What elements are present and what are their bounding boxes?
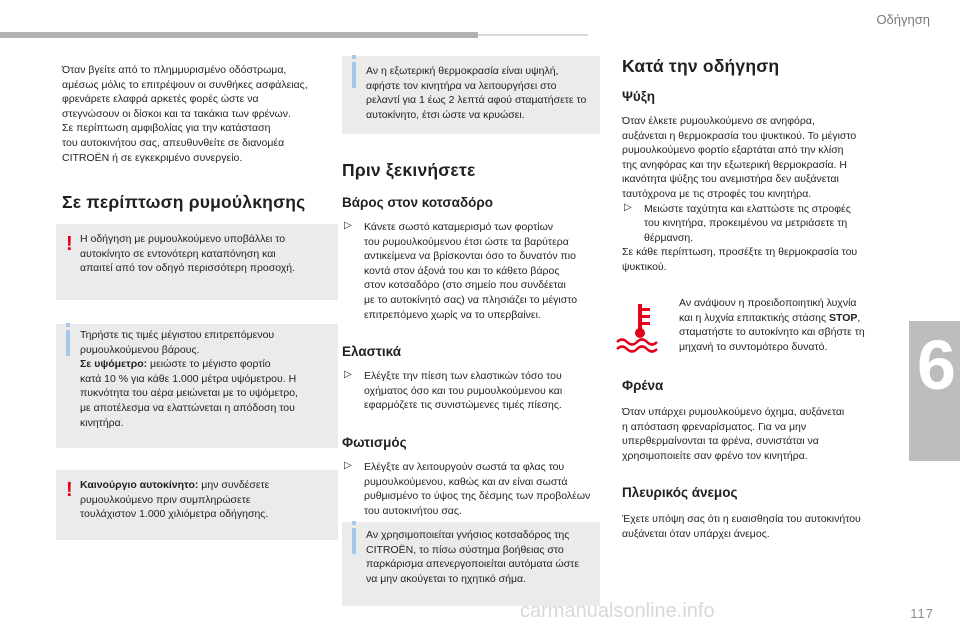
- info-box-1: [56, 324, 338, 448]
- bullet-triangle-icon: ▷: [344, 220, 352, 231]
- bullet-triangle-icon: ▷: [344, 459, 352, 471]
- brakes-text: Όταν υπάρχει ρυμουλκούμενο όχημα, αυξάνεται η απόσταση φρεναρίσματος. Για να μην υπερθερμαίνονται τα φρένα, συνιστάται να χρησιμοποιείτε σαν φρένο τον κινητήρα.: [622, 406, 845, 462]
- warning-box-1-text: Η οδήγηση με ρυμουλκούμενο υποβάλλει το αυτοκίνητο σε εντονότερη καταπόνηση και απαιτεί από τον οδηγό περισσότερη προσοχή.: [80, 233, 296, 275]
- cooling-heading: Ψύξη: [622, 89, 656, 104]
- cooling-text: Όταν έλκετε ρυμουλκούμενο σε ανηφόρα, αυξάνεται η θερμοκρασία του ψυκτικού. Το μέγιστο ρυμουλκούμενο φορτίο εξαρτάται από την κλίση της ανηφόρας και την εξωτερική θερμοκρασία. Η ικανότητα ψύξης του ανεμιστήρα δεν αυξάνεται ταυτόχρονα με τις στροφές του κινητήρα.: [622, 115, 857, 200]
- bullet-triangle-icon: ▷: [344, 369, 352, 381]
- cooling-bullet: [622, 202, 887, 246]
- info-box-top-text: Αν η εξωτερική θερμοκρασία είναι υψηλή, αφήστε τον κινητήρα να λειτουργήσει στο ρελαντί για 1 έως 2 λεπτά αφού σταματήσετε το αυτοκίνητο, έτσι ώστε να κρυώσει.: [366, 65, 587, 121]
- warning-light-text: Αν ανάψουν η προειδοποιητική λυχνία και η λυχνία επιτακτικής στάσης STOP, σταματήστε το αυτοκίνητο και σβήστε τη μηχανή το συντομότερο δυνατό.: [679, 297, 865, 353]
- warning-box-2: [56, 470, 338, 540]
- watermark: carmanualsonline.info: [520, 600, 715, 622]
- header-bar: [0, 32, 478, 38]
- tyres-bullet-text: Ελέγξτε την πίεση των ελαστικών τόσο του οχήματος όσο και του ρυμουλκούμενου και εφαρμόζετε τις συνιστώμενες τιμές πίεσης.: [364, 370, 563, 412]
- brakes-heading: Φρένα: [622, 378, 664, 393]
- info-box-bottom: [342, 522, 600, 606]
- header-bar-extension: [478, 34, 588, 36]
- info-icon: [66, 330, 70, 356]
- wind-heading: Πλευρικός άνεμος: [622, 485, 738, 501]
- info-box-top: [342, 56, 600, 134]
- before-heading: Πριν ξεκινήσετε: [342, 160, 476, 180]
- brakes-section: [622, 378, 887, 542]
- cooling-bullet-text: Μειώστε ταχύτητα και ελαττώστε τις στροφές του κινητήρα, προκειμένου να μετριάσετε τη θέρμανση.: [644, 202, 851, 244]
- warning-box-2-text: Καινούργιο αυτοκίνητο: μην συνδέσετε ρυμουλκούμενο πριν συμπληρώσετε τουλάχιστον 1.000 χιλιόμετρα οδήγησης.: [80, 479, 270, 521]
- towing-heading: Σε περίπτωση ρυμούλκησης: [62, 192, 306, 212]
- weight-heading: Βάρος στον κοτσαδόρο: [342, 195, 493, 210]
- column-3: [622, 56, 887, 275]
- tyres-heading: Ελαστικά: [342, 344, 402, 360]
- wind-text: Έχετε υπόψη σας ότι η ευαισθησία του αυτοκινήτου αυξάνεται όταν υπάρχει άνεμος.: [622, 513, 861, 540]
- towing-heading-wrap: [62, 192, 352, 213]
- weight-bullet-text: Κάνετε σωστό καταμερισμό των φορτίων του ρυμουλκούμενου έτσι ώστε τα βαρύτερα αντικείμενα να βρίσκονται όσο το δυνατόν πιο κοντά στον άξονά του και το κάθετο βάρος στον κοτσαδόρο (στο σημείο που συνδέεται με το αυτοκίνητό σας) να πλησιάζει το μέγιστο επιτρεπόμενο χωρίς να το υπερβαίνει.: [364, 221, 578, 321]
- info-icon: [352, 62, 356, 88]
- lighting-bullet: [342, 460, 600, 518]
- column-2: [342, 160, 600, 518]
- bullet-triangle-icon: ▷: [624, 201, 632, 213]
- warning-light-note: [679, 296, 894, 354]
- info-box-1-text: Τηρήστε τις τιμές μέγιστου επιτρεπόμενου ρυμουλκούμενου βάρους. Σε υψόμετρο: μειώστε το μέγιστο φορτίο κατά 10 % για κάθε 1.000 μέτρα υψόμετρου. Η πυκνότητα του αέρα μειώνεται με το υψόμετρο, με αποτέλεσμα να ελαττώνεται η απόδοση του κινητήρα.: [80, 329, 298, 429]
- exclamation-icon: !: [66, 479, 73, 501]
- lighting-bullet-text: Ελέγξτε αν λειτουργούν σωστά τα φλας του ρυμουλκούμενου, καθώς και αν είναι σωστά ρυθμισμένο το ύψος της δέσμης των προβολέων του αυτοκινήτου σας.: [364, 460, 591, 517]
- column-1: [62, 63, 337, 165]
- weight-bullet: [342, 220, 600, 322]
- section-title: Οδήγηση: [876, 12, 930, 27]
- tyres-bullet: [342, 369, 600, 413]
- page-number: 117: [910, 606, 934, 621]
- coolant-temperature-icon: [611, 298, 669, 356]
- intro-paragraph: Όταν βγείτε από το πλημμυρισμένο οδόστρωμα, αμέσως μόλις το επιτρέψουν οι συνθήκες ασφάλειας, φρενάρετε ελαφρά αρκετές φορές ώστε να στεγνώσουν οι δίσκοι και τα τακάκια των φρένων. Σε περίπτωση αμφιβολίας για την κατάσταση του αυτοκινήτου σας, απευθυνθείτε σε διανομέα CITROËN ή σε εγκεκριμένο συνεργείο.: [62, 64, 308, 164]
- info-box-bottom-text: Αν χρησιμοποιείται γνήσιος κοτσαδόρος της CITROËN, το πίσω σύστημα βοήθειας στο παρκάρισμα απενεργοποιείται αυτόματα ώστε να μην ακούγεται το ηχητικό σήμα.: [366, 529, 580, 585]
- info-icon: [352, 528, 356, 554]
- warning-box-1: [56, 224, 338, 300]
- driving-heading: Κατά την οδήγηση: [622, 56, 780, 76]
- exclamation-icon: !: [66, 233, 73, 255]
- cooling-text-2: Σε κάθε περίπτωση, προσέξτε τη θερμοκρασία του ψυκτικού.: [622, 246, 858, 273]
- chapter-number: 6: [917, 326, 956, 404]
- lighting-heading: Φωτισμός: [342, 434, 407, 450]
